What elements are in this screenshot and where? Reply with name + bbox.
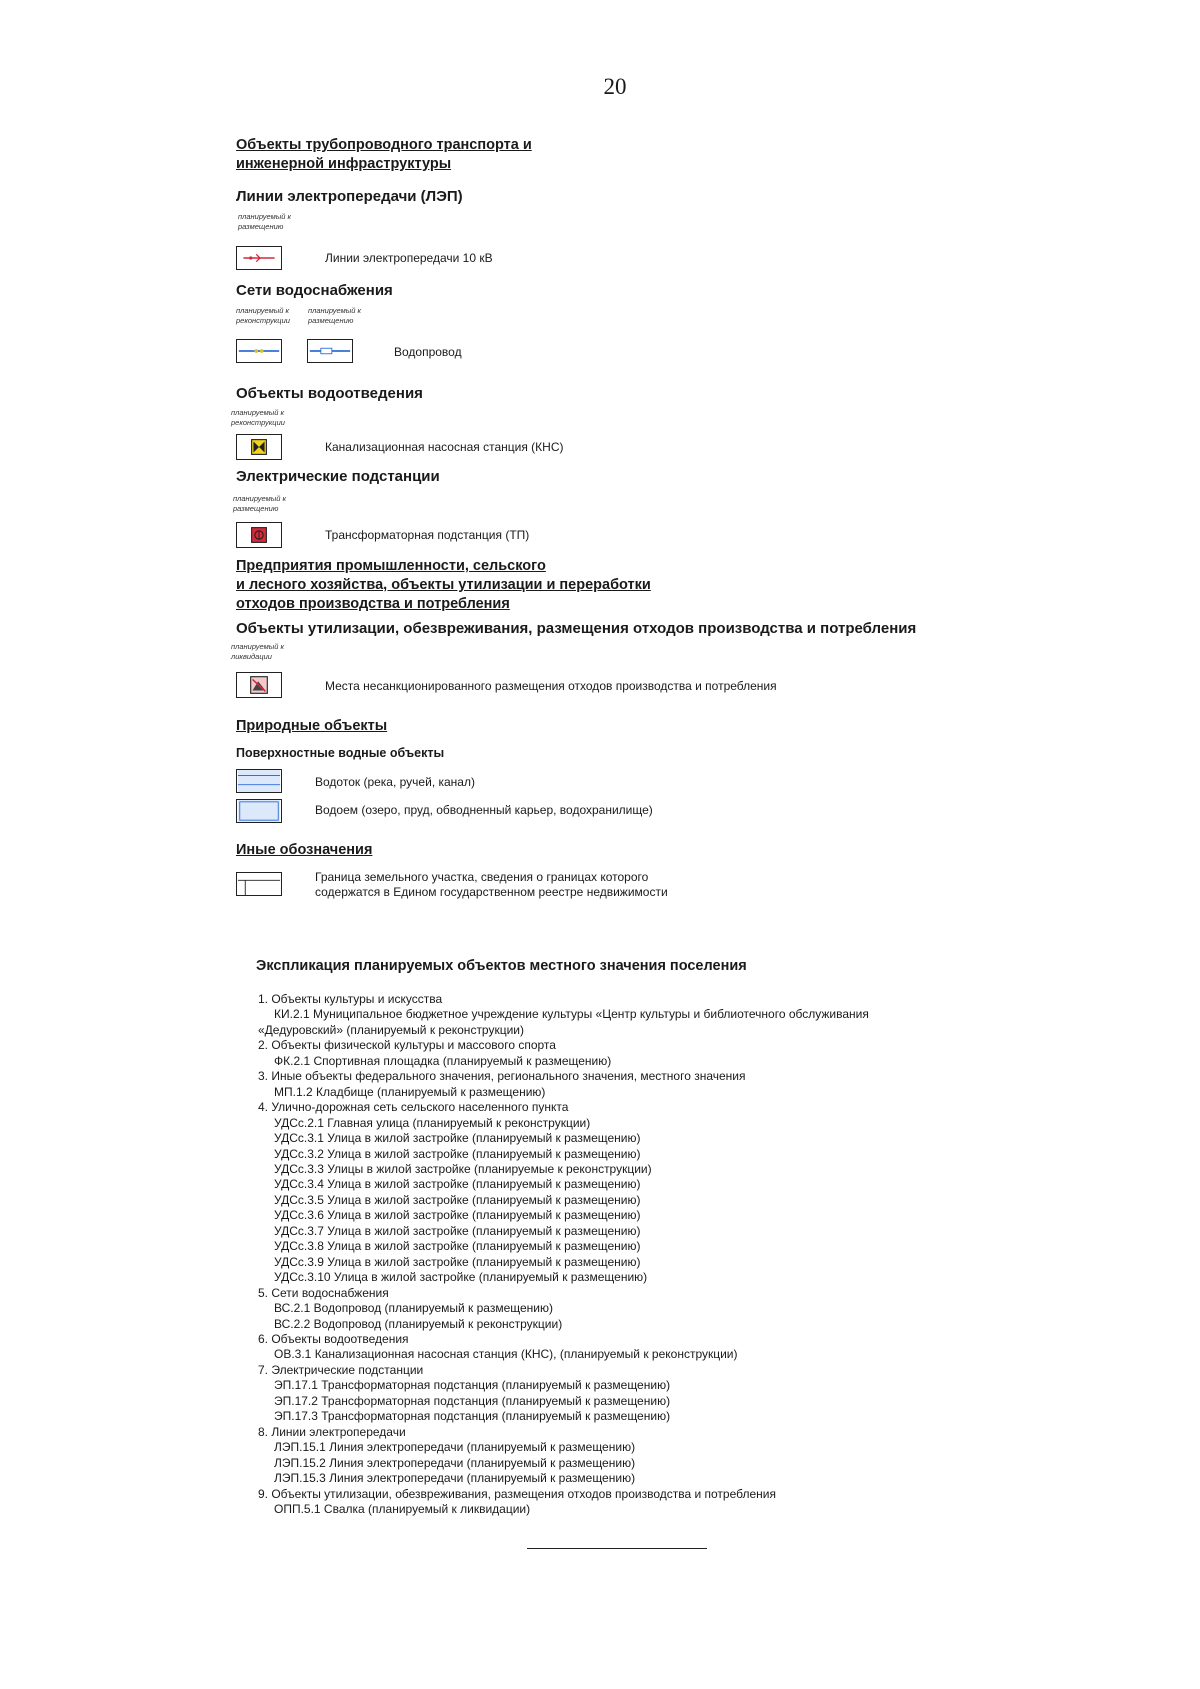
boundary-icon (237, 873, 281, 895)
explication-item: «Дедуровский» (планируемый к реконструкции) (258, 1022, 524, 1037)
explication-item: ФК.2.1 Спортивная площадка (планируемый к размещению) (274, 1053, 612, 1068)
group-title-sewerage: Объекты водоотведения (236, 385, 423, 402)
status-planned-placement: планируемый к размещению (238, 212, 292, 231)
pond-icon (237, 800, 281, 822)
waste-site-swatch (236, 672, 282, 698)
group-title-water-supply: Сети водоснабжения (236, 282, 393, 299)
power-line-icon (237, 247, 281, 269)
explication-category (258, 1425, 978, 1487)
section-title-pipeline: Объекты трубопроводного транспорта и инженерной инфраструктуры (236, 137, 532, 172)
legend-label-substation: Трансформаторная подстанция (ТП) (325, 528, 530, 542)
explication-item: ВС.2.1 Водопровод (планируемый к размещению) (274, 1301, 553, 1316)
water-pipe-placement-swatch (307, 339, 353, 363)
legend-label-pond: Водоем (озеро, пруд, обводненный карьер, водохранилище) (315, 803, 653, 817)
status-planned-placement: планируемый к размещению (233, 494, 287, 513)
explication-item: ЛЭП.15.2 Линия электропередачи (планируемый к размещению) (274, 1455, 636, 1470)
explication-item: ВС.2.2 Водопровод (планируемый к реконструкции) (274, 1316, 563, 1331)
explication-item: УДСс.3.8 Улица в жилой застройке (планируемый к размещению) (274, 1239, 641, 1254)
explication-category (258, 1038, 978, 1069)
legend-label-water-pipe: Водопровод (394, 345, 462, 359)
explication-item: ОВ.3.1 Канализационная насосная станция (КНС), (планируемый к реконструкции) (274, 1347, 738, 1362)
explication-category-label: 1. Объекты культуры и искусства (258, 992, 443, 1006)
stream-icon (237, 770, 281, 792)
explication-category-label: 3. Иные объекты федерального значения, регионального значения, местного значения (258, 1069, 746, 1084)
explication-category-label: 6. Объекты водоотведения (258, 1331, 409, 1346)
explication-item: УДСс.3.9 Улица в жилой застройке (планируемый к размещению) (274, 1254, 641, 1269)
explication-category-label: 2. Объекты физической культуры и массового спорта (258, 1038, 556, 1053)
explication-category-label: 8. Линии электропередачи (258, 1424, 406, 1439)
explication-item: ЛЭП.15.1 Линия электропередачи (планируемый к размещению) (274, 1440, 636, 1455)
explication-item: ЛЭП.15.3 Линия электропередачи (планируемый к размещению) (274, 1471, 636, 1486)
status-planned-placement: планируемый к размещению (308, 306, 362, 325)
explication-category (258, 1332, 978, 1363)
group-title-waste-objects: Объекты утилизации, обезвреживания, размещения отходов производства и потребления (236, 620, 917, 637)
explication-item: ОПП.5.1 Свалка (планируемый к ликвидации) (274, 1501, 531, 1516)
explication-item: УДСс.2.1 Главная улица (планируемый к реконструкции) (274, 1115, 591, 1130)
explication-item: МП.1.2 Кладбище (планируемый к размещению) (274, 1084, 546, 1099)
explication-category (258, 1286, 978, 1332)
explication-item: УДСс.3.1 Улица в жилой застройке (планируемый к размещению) (274, 1131, 641, 1146)
pump-station-swatch (236, 434, 282, 460)
section-title-other: Иные обозначения (236, 842, 373, 858)
group-title-surface-water: Поверхностные водные объекты (236, 746, 445, 760)
explication-category-label: 5. Сети водоснабжения (258, 1285, 389, 1300)
substation-swatch (236, 522, 282, 548)
explication-category (258, 1487, 978, 1518)
explication-item: ЭП.17.1 Трансформаторная подстанция (планируемый к размещению) (274, 1378, 671, 1393)
stream-swatch (236, 769, 282, 793)
explication-category-label: 4. Улично-дорожная сеть сельского населенного пункта (258, 1100, 569, 1115)
explication-category (258, 1363, 978, 1425)
explication-category (258, 1069, 978, 1100)
explication-title: Экспликация планируемых объектов местного значения поселения (256, 958, 747, 974)
explication-item: УДСс.3.2 Улица в жилой застройке (планируемый к размещению) (274, 1146, 641, 1161)
explication-item: УДСс.3.6 Улица в жилой застройке (планируемый к размещению) (274, 1208, 641, 1223)
legend-label-stream: Водоток (река, ручей, канал) (315, 775, 475, 789)
pump-station-icon (237, 435, 281, 459)
explication-item: УДСс.3.5 Улица в жилой застройке (планируемый к размещению) (274, 1192, 641, 1207)
explication-category (258, 1100, 978, 1285)
explication-item: УДСс.3.10 Улица в жилой застройке (планируемый к размещению) (274, 1270, 648, 1285)
section-title-industry-waste: Предприятия промышленности, сельского и лесного хозяйства, объекты утилизации и переработки отходов производства и потребления (236, 558, 651, 612)
group-title-substations: Электрические подстанции (236, 468, 440, 485)
page-number: 20 (603, 74, 627, 99)
substation-icon (237, 523, 281, 547)
explication-category-label: 9. Объекты утилизации, обезвреживания, размещения отходов производства и потребления (258, 1486, 776, 1501)
explication-list (258, 992, 978, 1517)
power-line-swatch (236, 246, 282, 270)
waste-dump-icon (237, 673, 281, 697)
section-title-natural-objects: Природные объекты (236, 718, 388, 734)
explication-item: УДСс.3.4 Улица в жилой застройке (планируемый к размещению) (274, 1177, 641, 1192)
status-planned-reconstruction: планируемый к реконструкции (236, 306, 290, 325)
explication-item: КИ.2.1 Муниципальное бюджетное учреждение культуры «Центр культуры и библиотечного обслуживания (274, 1007, 869, 1022)
legend-label-power-line: Линии электропередачи 10 кВ (325, 251, 493, 265)
explication-item: УДСс.3.7 Улица в жилой застройке (планируемый к размещению) (274, 1223, 641, 1238)
land-plot-boundary-swatch (236, 872, 282, 896)
legend-label-pump-station: Канализационная насосная станция (КНС) (325, 440, 564, 454)
explication-category-label: 7. Электрические подстанции (258, 1362, 424, 1377)
explication-item: ЭП.17.3 Трансформаторная подстанция (планируемый к размещению) (274, 1409, 671, 1424)
end-rule (527, 1548, 707, 1549)
explication-category (258, 992, 978, 1038)
group-title-power-lines: Линии электропередачи (ЛЭП) (236, 188, 463, 205)
legend-label-land-plot-boundary: Граница земельного участка, сведения о границах которого содержатся в Едином государственном реестре недвижимости (315, 870, 668, 899)
legend-label-waste-site: Места несанкционированного размещения отходов производства и потребления (325, 679, 777, 693)
water-pipe-icon (308, 340, 352, 362)
explication-item: ЭП.17.2 Трансформаторная подстанция (планируемый к размещению) (274, 1393, 671, 1408)
status-planned-liquidation: планируемый к ликвидации (231, 642, 285, 661)
water-pipe-icon (237, 340, 281, 362)
water-pipe-reconstruction-swatch (236, 339, 282, 363)
status-planned-reconstruction: планируемый к реконструкции (231, 408, 285, 427)
explication-item: УДСс.3.3 Улицы в жилой застройке (планируемые к реконструкции) (274, 1161, 652, 1176)
pond-swatch (236, 799, 282, 823)
